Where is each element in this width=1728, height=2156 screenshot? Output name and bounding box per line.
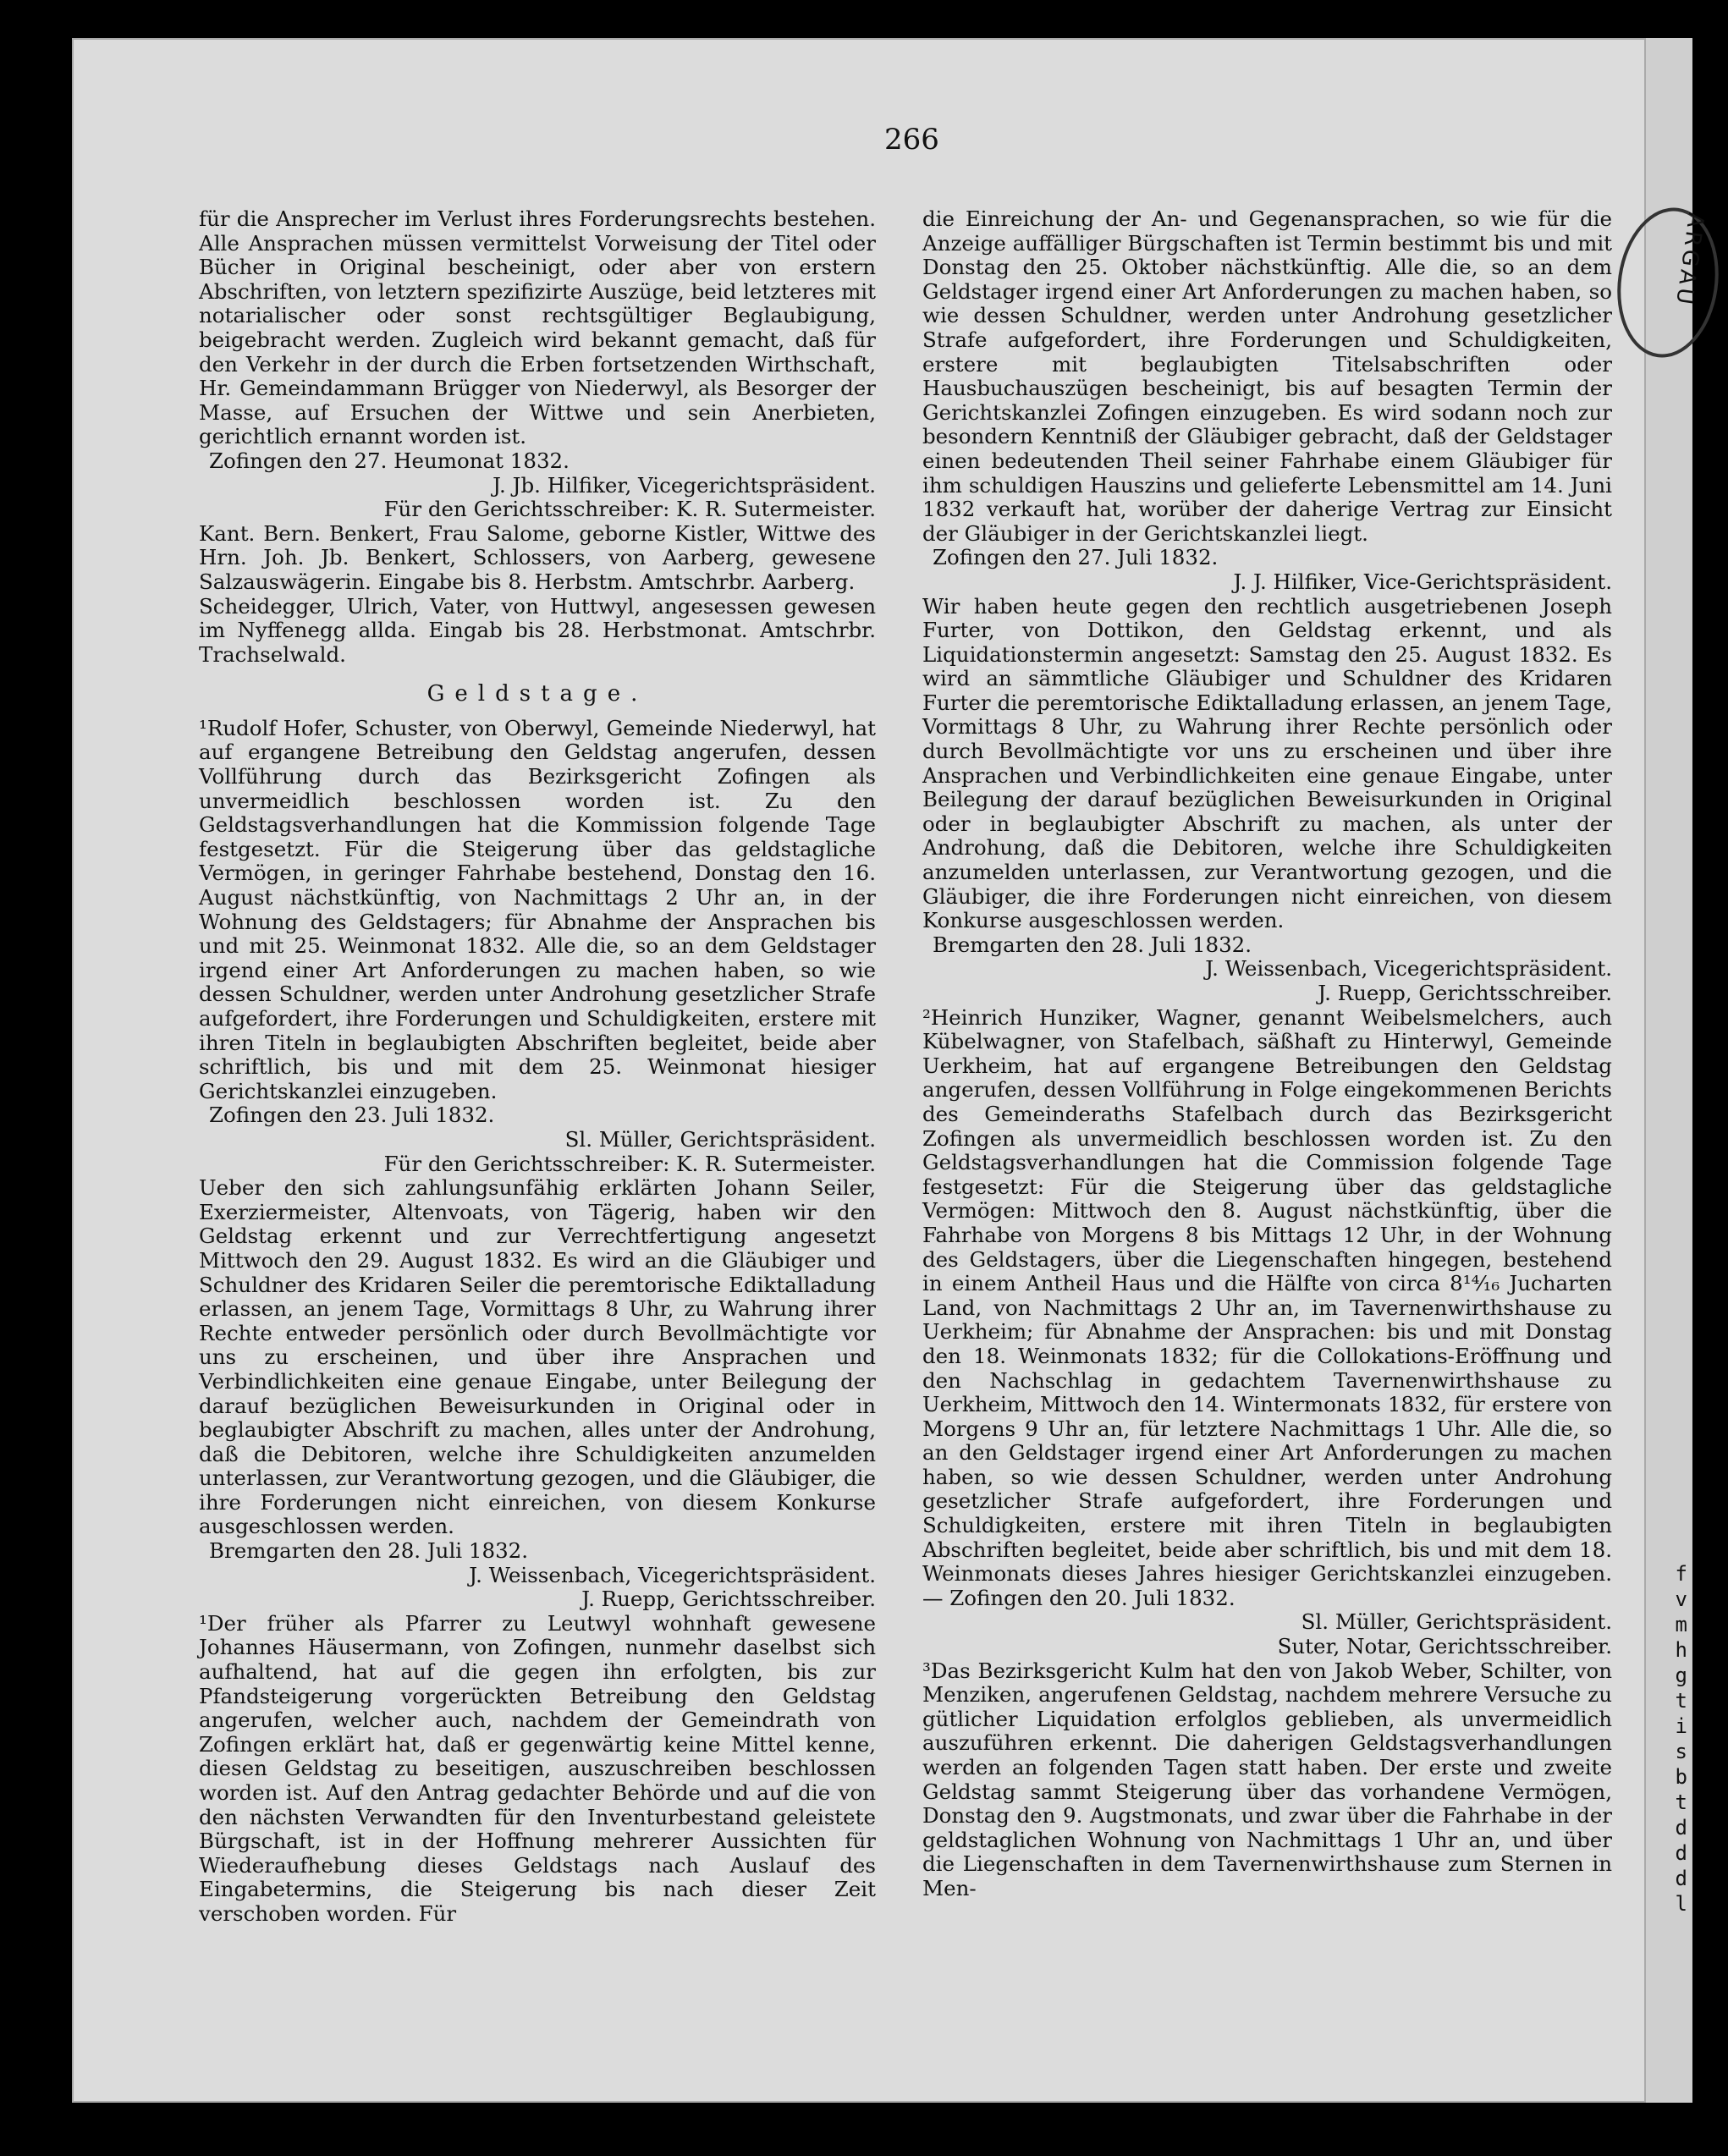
signature: J. Weissenbach, Vicegerichtspräsident. — [469, 1562, 876, 1587]
paragraph: die Einreichung der An- und Gegenansprachen, so wie für die Anzeige auffälliger Bürgschaften ist Termin bestimmt bis und mit Donstag den 25. Oktober nächstkünftig. Alle die, so an dem Geldstager irgend einer Art Anforderungen zu machen haben, so wie dessen Schuldner, werden unter Androhung gesetzlicher Strafe aufgefordert, ihre Forderungen und Schuldigkeiten, erstere mit beglaubigten Titelsabschriften oder Hausbuchauszügen bescheinigt, bis auf besagten Termin der Gerichtskanzlei Zofingen einzugeben. Es wird sodann noch zur besondern Kenntniß der Gläubiger gebracht, daß der Geldstager einen bedeutenden Theil seiner Fahrhabe einem Gläubiger für ihm schuldigen Hauszins und gelieferte Lebensmittel am 14. Juni 1832 verkauft hat, worüber der daherige Vertrag zur Einsicht der Gläubiger in der Gerichtskanzlei liegt. — [922, 206, 1612, 546]
signature: Suter, Notar, Gerichtsschreiber. — [1277, 1634, 1612, 1659]
signature: J. Weissenbach, Vicegerichtspräsident. — [1205, 956, 1612, 982]
adjacent-page-edge — [1646, 38, 1709, 2103]
dateline: Bremgarten den 28. Juli 1832. — [933, 932, 1252, 957]
signature: Sl. Müller, Gerichtspräsident. — [564, 1126, 876, 1152]
paragraph: ¹Rudolf Hofer, Schuster, von Oberwyl, Gemeinde Niederwyl, hat auf ergangene Betreibung den Geldstag angerufen, dessen Vollführung durch das Bezirksgericht Zofingen als unvermeidlich beschlossen worden ist. Zu den Geldstagsverhandlungen hat die Kommission folgende Tage festgesetzt. Für die Steigerung über das geldstagliche Vermögen, in geringer Fahrhabe bestehend, Donstag den 16. August nächstkünftig, von Nachmittags 2 Uhr an, in der Wohnung des Geldstagers; für Abnahme der Ansprachen bis und mit 25. Weinmonat 1832. Alle die, so an dem Geldstager irgend einer Art Anforderungen zu machen haben, so wie dessen Schuldner, werden unter Androhung gesetzlicher Strafe aufgefordert, ihre Forderungen und Schuldigkeiten, erstere mit ihren Titeln in beglaubigten Abschriften begleitet, beide aber schriftlich, bis und mit dem 25. Weinmonat hiesiger Gerichtskanzlei einzugeben. — [199, 715, 876, 1103]
paragraph: Ueber den sich zahlungsunfähig erklärten Johann Seiler, Exerziermeister, Altenvoats, von Tägerig, haben wir den Geldstag erkennt und zur Verrechtfertigung angesetzt Mittwoch den 29. August 1832. Es wird an die Gläubiger und Schuldner des Kridaren Seiler die peremtorische Ediktalladung erlassen, an jenem Tage, Vormittags 8 Uhr, zu Wahrung ihrer Rechte entweder persönlich oder durch Bevollmächtigte vor uns zu erscheinen, und über ihre Ansprachen und Verbindlichkeiten eine genaue Eingabe, unter Beilegung der darauf bezüglichen Beweisurkunden in Original oder in beglaubigter Abschrift zu machen, alles unter der Androhung, daß die Debitoren, welche ihre Schuldigkeiten anzumelden unterlassen, zur Verantwortung gezogen, und die Gläubiger, die ihre Forderungen nicht einreichen, von diesem Konkurse ausgeschlossen werden. — [199, 1175, 876, 1539]
signature: J. Ruepp, Gerichtsschreiber. — [1318, 981, 1612, 1005]
signature: Sl. Müller, Gerichtspräsident. — [1301, 1609, 1612, 1635]
signature: J. Ruepp, Gerichtsschreiber. — [581, 1587, 876, 1612]
newspaper-page — [72, 38, 1646, 2103]
paragraph: Wir haben heute gegen den rechtlich ausgetriebenen Joseph Furter, von Dottikon, den Geldstag erkennt, und als Liquidationstermin angesetzt: Samstag den 25. August 1832. Es wird an sämmtliche Gläubiger und Schuldner des Kridaren Furter die peremtorische Ediktalladung erlassen, an jenem Tage, Vormittags 8 Uhr, zu Wahrung ihrer Rechte persönlich oder durch Bevollmächtigte vor uns zu erscheinen und über ihre Ansprachen und Verbindlichkeiten eine genaue Eingabe, unter Beilegung der darauf bezüglichen Beweisurkunden in Original oder in beglaubigter Abschrift zu machen, als unter der Androhung, daß die Debitoren, welche ihre Schuldigkeiten anzumelden unterlassen, zur Verantwortung gezogen, und die Gläubiger, die ihre Forderungen nicht einreichen, von diesem Konkurse ausgeschlossen werden. — [922, 593, 1612, 933]
dateline: Zofingen den 27. Juli 1832. — [933, 545, 1219, 570]
dateline: Zofingen den 23. Juli 1832. — [209, 1103, 495, 1128]
signature: J. J. Hilfiker, Vice-Gerichtspräsident. — [1233, 569, 1612, 594]
left-column — [199, 207, 876, 1927]
paragraph: Scheidegger, Ulrich, Vater, von Huttwyl, angesessen gewesen im Nyffenegg allda. Eingab bis 28. Herbstmonat. Amtschrbr. Trachselwald. — [199, 593, 876, 667]
signature: Für den Gerichtsschreiber: K. R. Sutermeister. — [383, 497, 876, 522]
stamp-text: ARGAU — [1670, 211, 1709, 310]
page-number: 266 — [884, 123, 939, 157]
paragraph: für die Ansprecher im Verlust ihres Forderungsrechts bestehen. Alle Ansprachen müssen vermittelst Vorweisung der Titel oder Bücher in Original bescheinigt, oder aber von erstern Abschriften, von letztern spezifizirte Auszüge, beid letzteres mit notarialischer oder sonst rechtsgültiger Beglaubigung, beigebracht werden. Zugleich wird bekannt gemacht, daß für den Verkehr in der durch die Erben fortsetzenden Wirthschaft, Hr. Gemeindammann Brügger von Niederwyl, als Besorger der Masse, auf Ersuchen der Wittwe und sein Anerbieten, gerichtlich ernannt worden ist. — [199, 206, 876, 449]
paragraph: ²Heinrich Hunziker, Wagner, genannt Weibelsmelchers, auch Kübelwagner, von Stafelbach, säßhaft zu Hinterwyl, Gemeinde Uerkheim, hat auf ergangene Betreibungen den Geldstag angerufen, dessen Vollführung in Folge eingekommenen Berichts des Gemeinderaths Stafelbach durch das Bezirksgericht Zofingen als unvermeidlich beschlossen worden ist. Zu den Geldstagsverhandlungen hat die Commission folgende Tage festgesetzt: Für die Steigerung über das geldstagliche Vermögen: Mittwoch den 8. August nächstkünftig, über die Fahrhabe von Morgens 8 bis Mittags 12 Uhr, in der Wohnung des Geldstagers, über die Liegenschaften hingegen, bestehend in einem Antheil Haus und die Hälfte von circa 8¹⁴⁄₁₆ Jucharten Land, von Nachmittags 2 Uhr an, im Tavernenwirthshause zu Uerkheim; für Abnahme der Ansprachen: bis und mit Donstag den 18. Weinmonats 1832; für die Collokations-Eröffnung und den Nachschlag in gedachtem Tavernenwirthshause zu Uerkheim, Mittwoch den 14. Wintermonats 1832, für erstere von Morgens 9 Uhr an, für letztere Nachmittags 1 Uhr. Alle die, so an den Geldstager irgend einer Art Anforderungen zu machen haben, so wie dessen Schuldner, werden unter Androhung gesetzlicher Strafe aufgefordert, ihre Forderungen und Schuldigkeiten, erstere mit ihren Titeln in beglaubigten Abschriften begleitet, beide aber schriftlich, bis und mit dem 18. Weinmonats dieses Jahres hiesiger Gerichtskanzlei einzugeben. — Zofingen den 20. Juli 1832. — [922, 1004, 1612, 1610]
dateline: Bremgarten den 28. Juli 1832. — [209, 1538, 529, 1564]
margin-fragments: f v m h g t i s b t d d d l — [1675, 1562, 1687, 1916]
paragraph: ¹Der früher als Pfarrer zu Leutwyl wohnhaft gewesene Johannes Häusermann, von Zofingen, nunmehr daselbst sich aufhaltend, hat auf die gegen ihn erfolgten, bis zur Pfandsteigerung vorgerückten Betreibung den Geldstag angerufen, welcher auch, nachdem der Gemeindrath von Zofingen erklärt hat, daß er gegenwärtig keine Mittel kenne, diesen Geldstag zu beseitigen, auszuschreiben beschlossen worden ist. Auf den Antrag gedachter Behörde und auf die von den nächsten Verwandten für den Inventurbestand geleistete Bürgschaft, ist in der Hoffnung mehrerer Aussichten für Wiederaufhebung dieses Geldstags nach Auslauf des Eingabetermins, die Steigerung bis nach dieser Zeit verschoben worden. Für — [199, 1610, 876, 1926]
paragraph: ³Das Bezirksgericht Kulm hat den von Jakob Weber, Schilter, von Menziken, angerufenen Geldstag, nachdem mehrere Versuche zu gütlicher Liquidation erfolglos geblieben, als unvermeidlich auszuführen erkennt. Die daherigen Geldstagsverhandlungen werden an folgenden Tagen statt haben. Der erste und zweite Geldstag sammt Steigerung über das vorhandene Vermögen, Donstag den 9. Augstmonats, und zwar über die Fahrhabe in der geldstaglichen Wohnung von Nachmittags 1 Uhr an, und über die Liegenschaften in dem Tavernenwirthshause zum Sternen in Men- — [922, 1658, 1612, 1900]
signature: J. Jb. Hilfiker, Vicegerichtspräsident. — [493, 472, 876, 498]
paragraph: Kant. Bern. Benkert, Frau Salome, geborne Kistler, Wittwe des Hrn. Joh. Jb. Benkert, Schlossers, von Aarberg, gewesene Salzauswägerin. Eingabe bis 8. Herbstm. Amtschrbr. Aarberg. — [199, 520, 876, 594]
dateline: Zofingen den 27. Heumonat 1832. — [209, 448, 570, 473]
signature: Für den Gerichtsschreiber: K. R. Sutermeister. — [383, 1151, 876, 1176]
section-heading: Geldstage. — [426, 681, 648, 707]
right-column — [922, 207, 1612, 1901]
